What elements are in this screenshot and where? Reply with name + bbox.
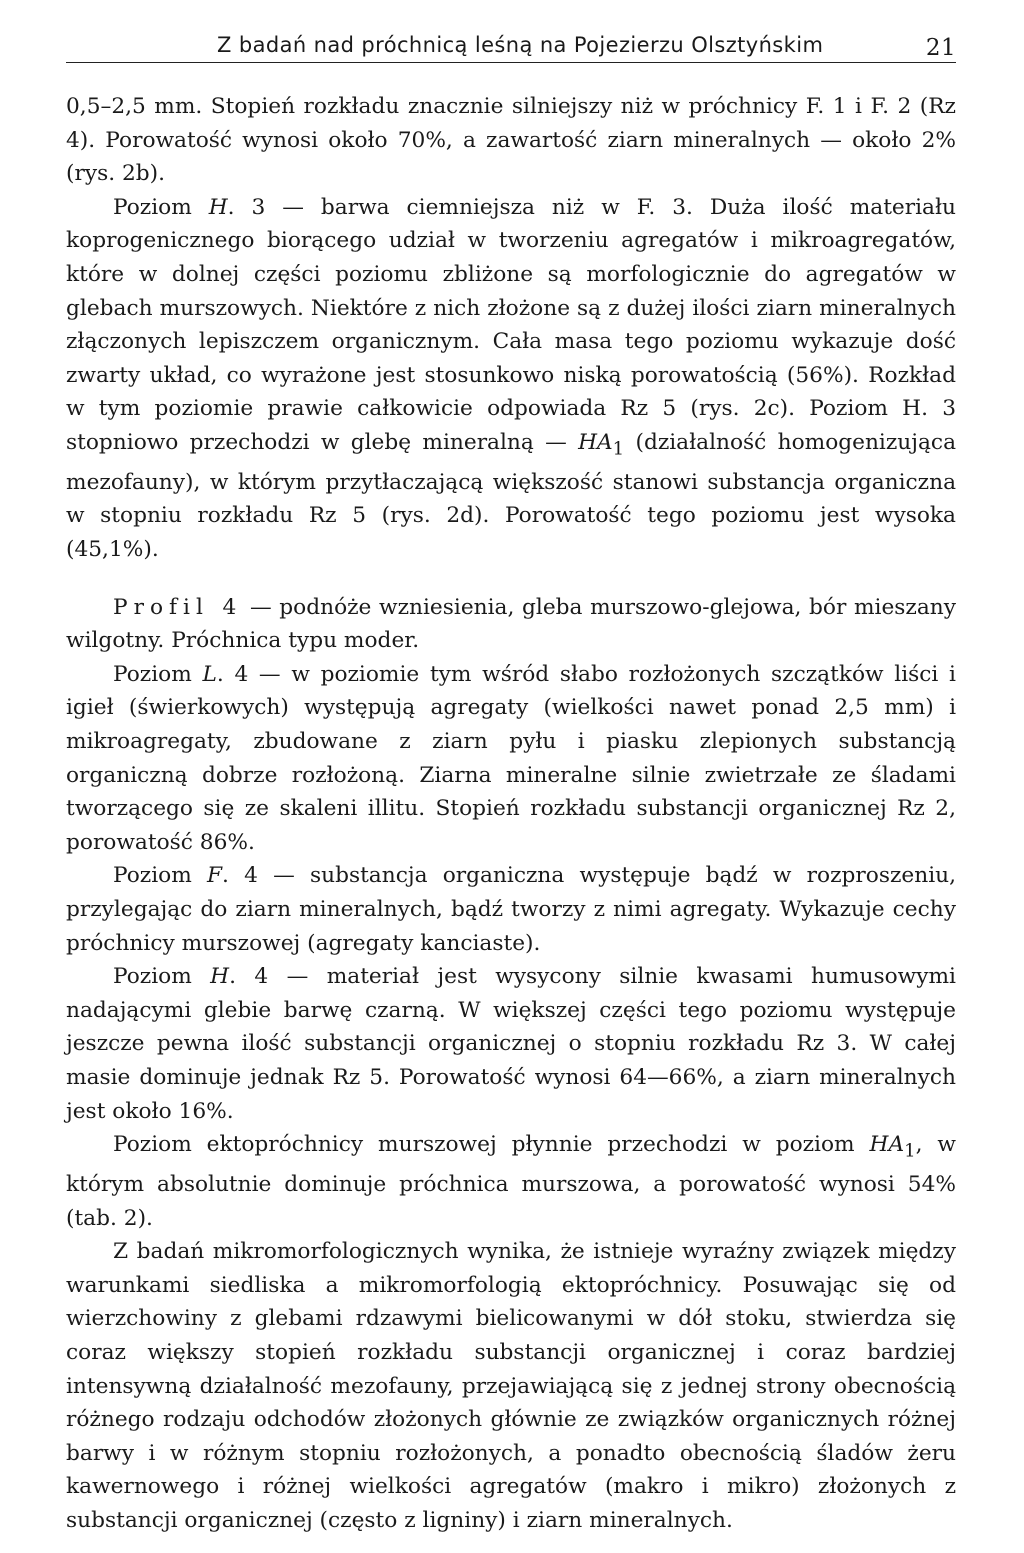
- running-head: [66, 30, 956, 63]
- horizon-label: H: [208, 194, 228, 220]
- paragraph-ektoprochnica: Poziom ektopróchnicy murszowej płynnie przechodzi w poziom $HA_1$, w którym absolutnie dominuje próchnica murszowa, a porowatość wynosi 54% (tab. 2).: [66, 1132, 956, 1231]
- horizon-label-ha: HA: [578, 429, 613, 455]
- paragraph-poziom-f4: Poziom F. 4 — substancja organiczna występuje bądź w rozproszeniu, przylegając do ziarn mineralnych, bądź tworzy z nimi agregaty. Wykazuje cechy próchnicy murszowej (agregaty kanciaste).: [66, 863, 956, 956]
- paragraph-continuation: 0,5–2,5 mm. Stopień rozkładu znacznie silniejszy niż w próchnicy F. 1 i F. 2 (Rz 4). Porowatość wynosi około 70%, a zawartość ziarn mineralnych — około 2% (rys. 2b).: [66, 94, 956, 187]
- running-title: Z badań nad próchnicą leśną na Pojezierzu Olsztyńskim: [217, 33, 824, 57]
- paragraph-poziom-l4: Poziom L. 4 — w poziomie tym wśród słabo rozłożonych szczątków liści i igieł (świerkowych) występują agregaty (wielkości nawet ponad 2,5 mm) i mikroagregaty, zbudowane z ziarn pyłu i piasku zlepionych substancją organiczną dobrze rozłożoną. Ziarna mineralne silnie zwietrzałe ze śladami tworzącego się ze skaleni illitu. Stopień rozkładu substancji organicznej Rz 2, porowatość 86%.: [66, 661, 956, 855]
- horizon-label: F: [206, 863, 223, 889]
- paragraph-poziom-h4: Poziom H. 4 — materiał jest wysycony silnie kwasami humusowymi nadającymi glebie barwę czarną. W większej części tego poziomu występuje jeszcze pewna ilość substancji organicznej o stopniu rozkładu Rz 3. W całej masie dominuje jednak Rz 5. Porowatość wynosi 64—66%, a ziarn mineralnych jest około 16%.: [66, 964, 956, 1124]
- horizon-label: L: [202, 661, 217, 687]
- page: [66, 0, 956, 1553]
- paragraph-profil-4: Profil 4 — podnóże wzniesienia, gleba murszowo-glejowa, bór mieszany wilgotny. Próchnica typu moder.: [66, 594, 956, 654]
- page-number: 21: [925, 35, 956, 61]
- body-text: [66, 90, 956, 1538]
- paragraph-conclusion: Z badań mikromorfologicznych wynika, że istnieje wyraźny związek między warunkami siedliska a mikromorfologią ektopróchnicy. Posuwając się od wierzchowiny z glebami rdzawymi bielicowanymi w dół stoku, stwierdza się coraz większy stopień rozkładu substancji organicznej i coraz bardziej intensywną działalność mezofauny, przejawiającą się z jednej strony obecnością różnego rodzaju odchodów złożonych głównie ze związków organicznych różnej barwy i w różnym stopniu rozłożonych, a ponadto obecnością śladów żeru kawernowego i różnej wielkości agregatów (makro i mikro) złożonych z substancji organicznej (często z ligniny) i ziarn mineralnych.: [66, 1239, 956, 1533]
- profile-heading: Profil 4: [113, 594, 243, 620]
- paragraph-poziom-h3: Poziom H. 3 — barwa ciemniejsza niż w F. 3. Duża ilość materiału koprogenicznego biorącego udział w tworzeniu agregatów i mikroagregatów, które w dolnej części poziomu zbliżone są morfologicznie do agregatów w glebach murszowych. Niektóre z nich złożone są z dużej ilości ziarn mineralnych złączonych lepiszczem organicznym. Cała masa tego poziomu wykazuje dość zwarty układ, co wyrażone jest stosunkowo niską porowatością (56%). Rozkład w tym poziomie prawie całkowicie odpowiada Rz 5 (rys. 2c). Poziom H. 3 stopniowo przechodzi w glebę mineralną — $HA_1$ (działalność homogenizująca mezofauny), w którym przytłaczającą większość stanowi substancja organiczna w stopniu rozkładu Rz 5 (rys. 2d). Porowatość tego poziomu jest wysoka (45,1%).: [66, 194, 956, 563]
- horizon-label-ha: HA: [869, 1132, 905, 1158]
- horizon-label: H: [210, 964, 230, 990]
